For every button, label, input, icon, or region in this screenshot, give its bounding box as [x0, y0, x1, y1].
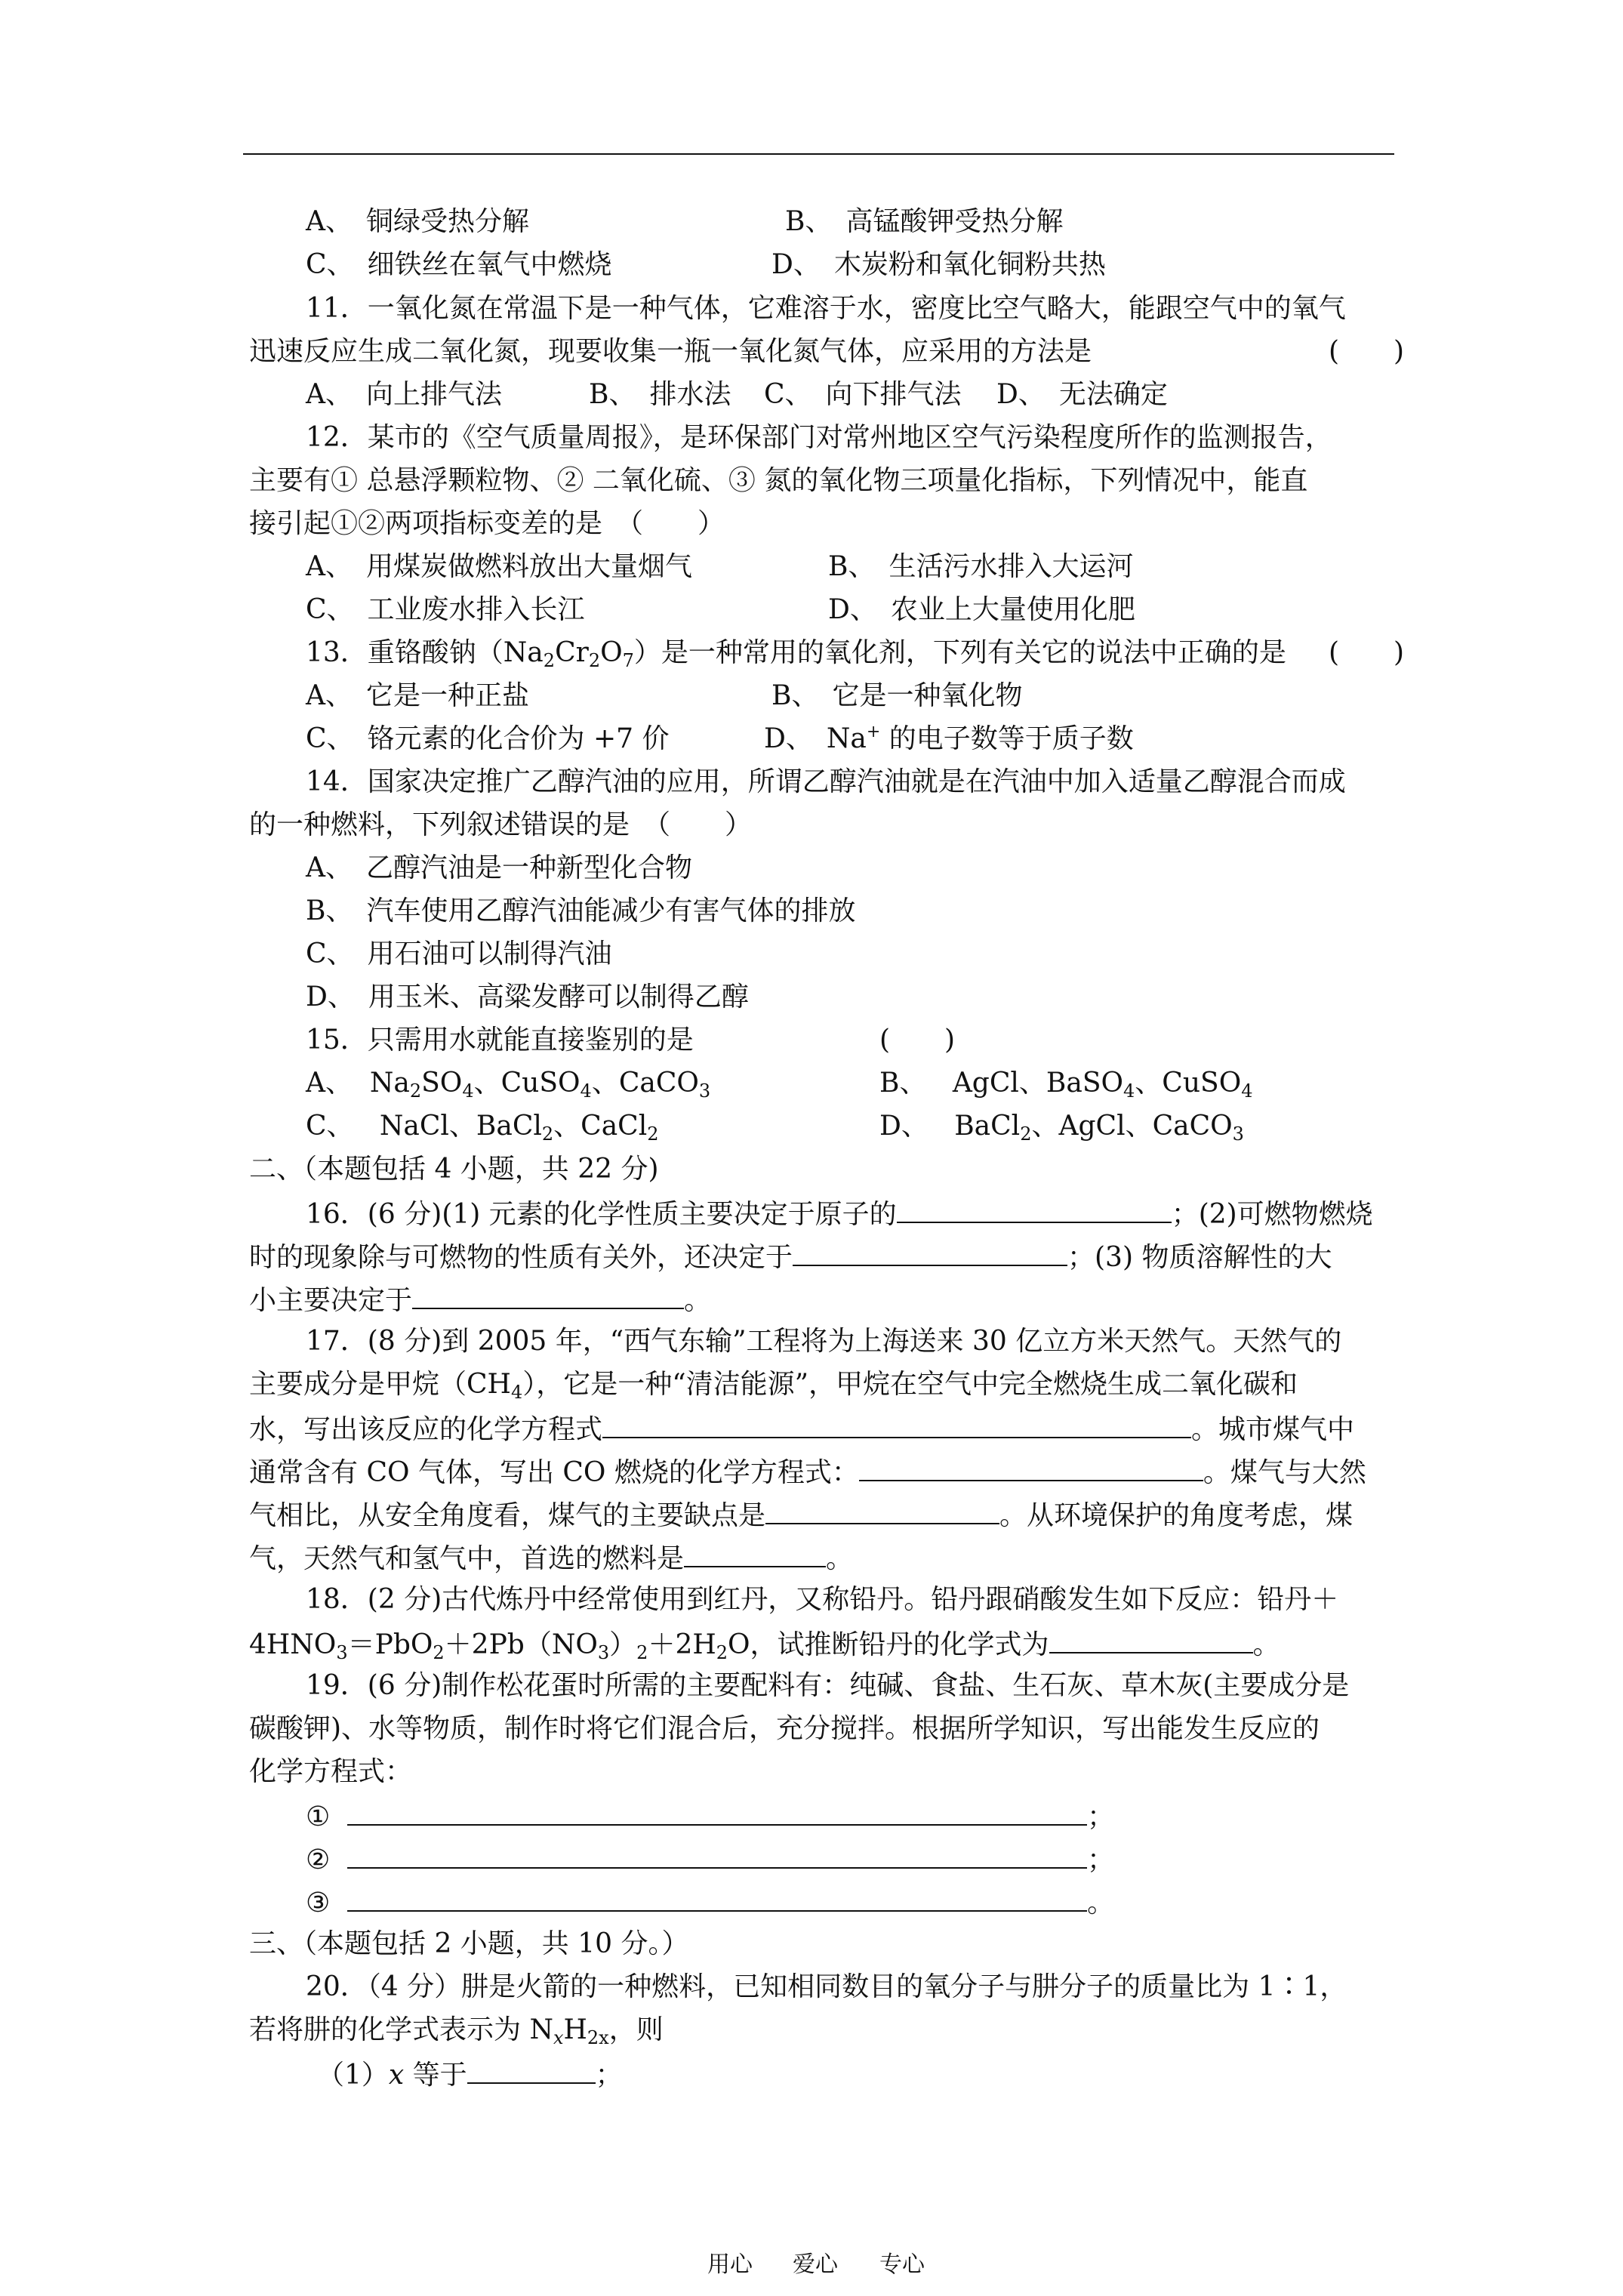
q19-blank-3[interactable]	[347, 1888, 1087, 1912]
q14-stem-line1: 14．国家决定推广乙醇汽油的应用，所谓乙醇汽油就是在汽油中加入适量乙醇混合而成	[306, 766, 1346, 797]
q12-stem-line2: 主要有① 总悬浮颗粒物、② 二氧化硫、③ 氮的氧化物三项量化指标，下列情况中，能直	[249, 465, 1308, 496]
q11-stem-line2: 迅速反应生成二氧化氮，现要收集一瓶一氧化氮气体，应采用的方法是	[249, 336, 1092, 367]
q14-option-c: C、 用石油可以制得汽油	[306, 938, 612, 969]
q20-blank-x[interactable]	[467, 2060, 596, 2084]
q18-line1: 18．(2 分)古代炼丹中经常使用到红丹，又称铅丹。铅丹跟硝酸发生如下反应：铅丹＋	[306, 1584, 1339, 1615]
q16-blank-1[interactable]	[897, 1199, 1172, 1223]
q17-blank-equation-ch4[interactable]	[602, 1414, 1191, 1438]
q12-option-c: C、 工业废水排入长江	[306, 594, 585, 625]
q15-option-c: C、 NaCl、BaCl$_2$、CaCl$_2$	[306, 1111, 659, 1145]
q17-line1: 17．(8 分)到 2005 年，“西气东输”工程将为上海送来 30 亿立方米天然气。天然气的	[306, 1326, 1342, 1357]
q18-line2: $4HNO_3=PbO_2+2Pb(NO_3)_2+2H_2O$，试推断铅丹的化学式为 。	[249, 1629, 1280, 1663]
q11-option-b: B、 排水法	[589, 379, 731, 410]
q15-option-d: D、 BaCl$_2$、AgCl、CaCO$_3$	[879, 1111, 1244, 1145]
q10-option-b: B、 高锰酸钾受热分解	[785, 206, 1064, 237]
q20-line1: 20．（4 分）肼是火箭的一种燃料，已知相同数目的氧分子与肼分子的质量比为 1∶1，	[306, 1971, 1347, 2002]
q15-answer-paren: ( )	[879, 1025, 956, 1056]
q14-stem-line2: 的一种燃料，下列叙述错误的是 （ ）	[249, 809, 753, 840]
q13-stem: 13．重铬酸钠$(Na_2Cr_2O_7)$是一种常用的氧化剂，下列有关它的说法中正确的是	[306, 637, 1286, 671]
q17-line5: 气相比，从安全角度看，煤气的主要缺点是 。从环境保护的角度考虑，煤	[249, 1500, 1354, 1531]
q19-blank-2[interactable]	[347, 1845, 1087, 1869]
q17-line2: 主要成分是甲烷$(CH_4)$，它是一种“清洁能源”，甲烷在空气中完全燃烧生成二氧化碳和	[249, 1369, 1298, 1403]
q17-blank-fuel[interactable]	[684, 1543, 826, 1567]
q16-line1: 16．(6 分)(1) 元素的化学性质主要决定于原子的 ；(2)可燃物燃烧	[306, 1199, 1373, 1230]
q11-answer-paren: ( )	[1329, 336, 1405, 367]
q10-option-d: D、 木炭粉和氧化铜粉共热	[771, 249, 1106, 280]
q11-option-d: D、 无法确定	[996, 379, 1168, 410]
q19-line1: 19．(6 分)制作松花蛋时所需的主要配料有：纯碱、食盐、生石灰、草木灰(主要成分是	[306, 1670, 1350, 1701]
q12-stem-line1: 12．某市的《空气质量周报》，是环保部门对常州地区空气污染程度所作的监测报告，	[306, 422, 1332, 453]
section-2-heading: 二、（本题包括 4 小题，共 22 分)	[249, 1154, 659, 1185]
q13-option-a: A、 它是一种正盐	[306, 680, 529, 711]
q12-stem-line3: 接引起①②两项指标变差的是 （ ）	[249, 508, 725, 539]
q13-answer-paren: ( )	[1329, 637, 1405, 668]
q16-blank-3[interactable]	[412, 1285, 684, 1309]
q19-line2: 碳酸钾)、水等物质，制作时将它们混合后，充分搅拌。根据所学知识，写出能发生反应的	[249, 1713, 1320, 1744]
q13-option-d: D、 Na+ 的电子数等于质子数	[764, 723, 1134, 754]
q20-line2: 若将肼的化学式表示为 $N_xH_{2x}$，则	[249, 2014, 664, 2048]
q11-option-a: A、 向上排气法	[306, 379, 502, 410]
footer-word-2: 爱心	[793, 2251, 838, 2278]
q12-option-d: D、 农业上大量使用化肥	[828, 594, 1135, 625]
q13-option-c: C、 铬元素的化合价为 +7 价	[306, 723, 670, 754]
q12-option-a: A、 用煤炭做燃料放出大量烟气	[306, 551, 692, 582]
q11-option-c: C、 向下排气法	[764, 379, 962, 410]
q13-option-b: B、 它是一种氧化物	[771, 680, 1023, 711]
q16-line2: 时的现象除与可燃物的性质有关外，还决定于 ；(3) 物质溶解性的大	[249, 1242, 1332, 1273]
q17-blank-drawback[interactable]	[765, 1500, 999, 1524]
q10-option-a: A、 铜绿受热分解	[306, 206, 529, 237]
q11-stem-line1: 11．一氧化氮在常温下是一种气体，它难溶于水，密度比空气略大，能跟空气中的氧气	[306, 293, 1346, 324]
q14-option-b: B、 汽车使用乙醇汽油能减少有害气体的排放	[306, 895, 856, 926]
q10-option-c: C、 细铁丝在氧气中燃烧	[306, 249, 612, 280]
q19-line3: 化学方程式：	[249, 1756, 413, 1787]
q19-equation-3: ③ 。	[306, 1888, 1115, 1918]
q15-option-a: A、 $Na_2SO_4$、CuSO$_4$、CaCO$_3$	[306, 1068, 711, 1102]
q19-equation-1: ① ；	[306, 1801, 1115, 1832]
q17-line6: 气，天然气和氢气中，首选的燃料是 。	[249, 1543, 854, 1574]
q17-line3: 水，写出该反应的化学方程式 。城市煤气中	[249, 1414, 1355, 1445]
q17-line4: 通常含有 CO 气体，写出 CO 燃烧的化学方程式： 。煤气与大然	[249, 1457, 1366, 1488]
footer-word-1: 用心	[707, 2251, 753, 2278]
section-3-heading: 三、（本题包括 2 小题，共 10 分。）	[249, 1928, 689, 1959]
q15-option-b: B、 AgCl、BaSO$_4$、CuSO$_4$	[879, 1068, 1253, 1102]
q14-option-a: A、 乙醇汽油是一种新型化合物	[306, 852, 692, 883]
q19-equation-2: ② ；	[306, 1845, 1115, 1875]
q16-line3: 小主要决定于 。	[249, 1285, 712, 1316]
q17-blank-equation-co[interactable]	[859, 1457, 1203, 1481]
footer-word-3: 专心	[879, 2251, 925, 2278]
q15-stem: 15．只需用水就能直接鉴别的是	[306, 1025, 694, 1056]
q16-blank-2[interactable]	[793, 1242, 1067, 1266]
q12-option-b: B、 生活污水排入大运河	[828, 551, 1134, 582]
q19-blank-1[interactable]	[347, 1801, 1087, 1826]
q20-part1: （1）x 等于 ；	[317, 2060, 623, 2091]
header-rule	[243, 153, 1394, 155]
q14-option-d: D、 用玉米、高粱发酵可以制得乙醇	[306, 982, 749, 1012]
q18-blank-formula[interactable]	[1049, 1629, 1253, 1653]
